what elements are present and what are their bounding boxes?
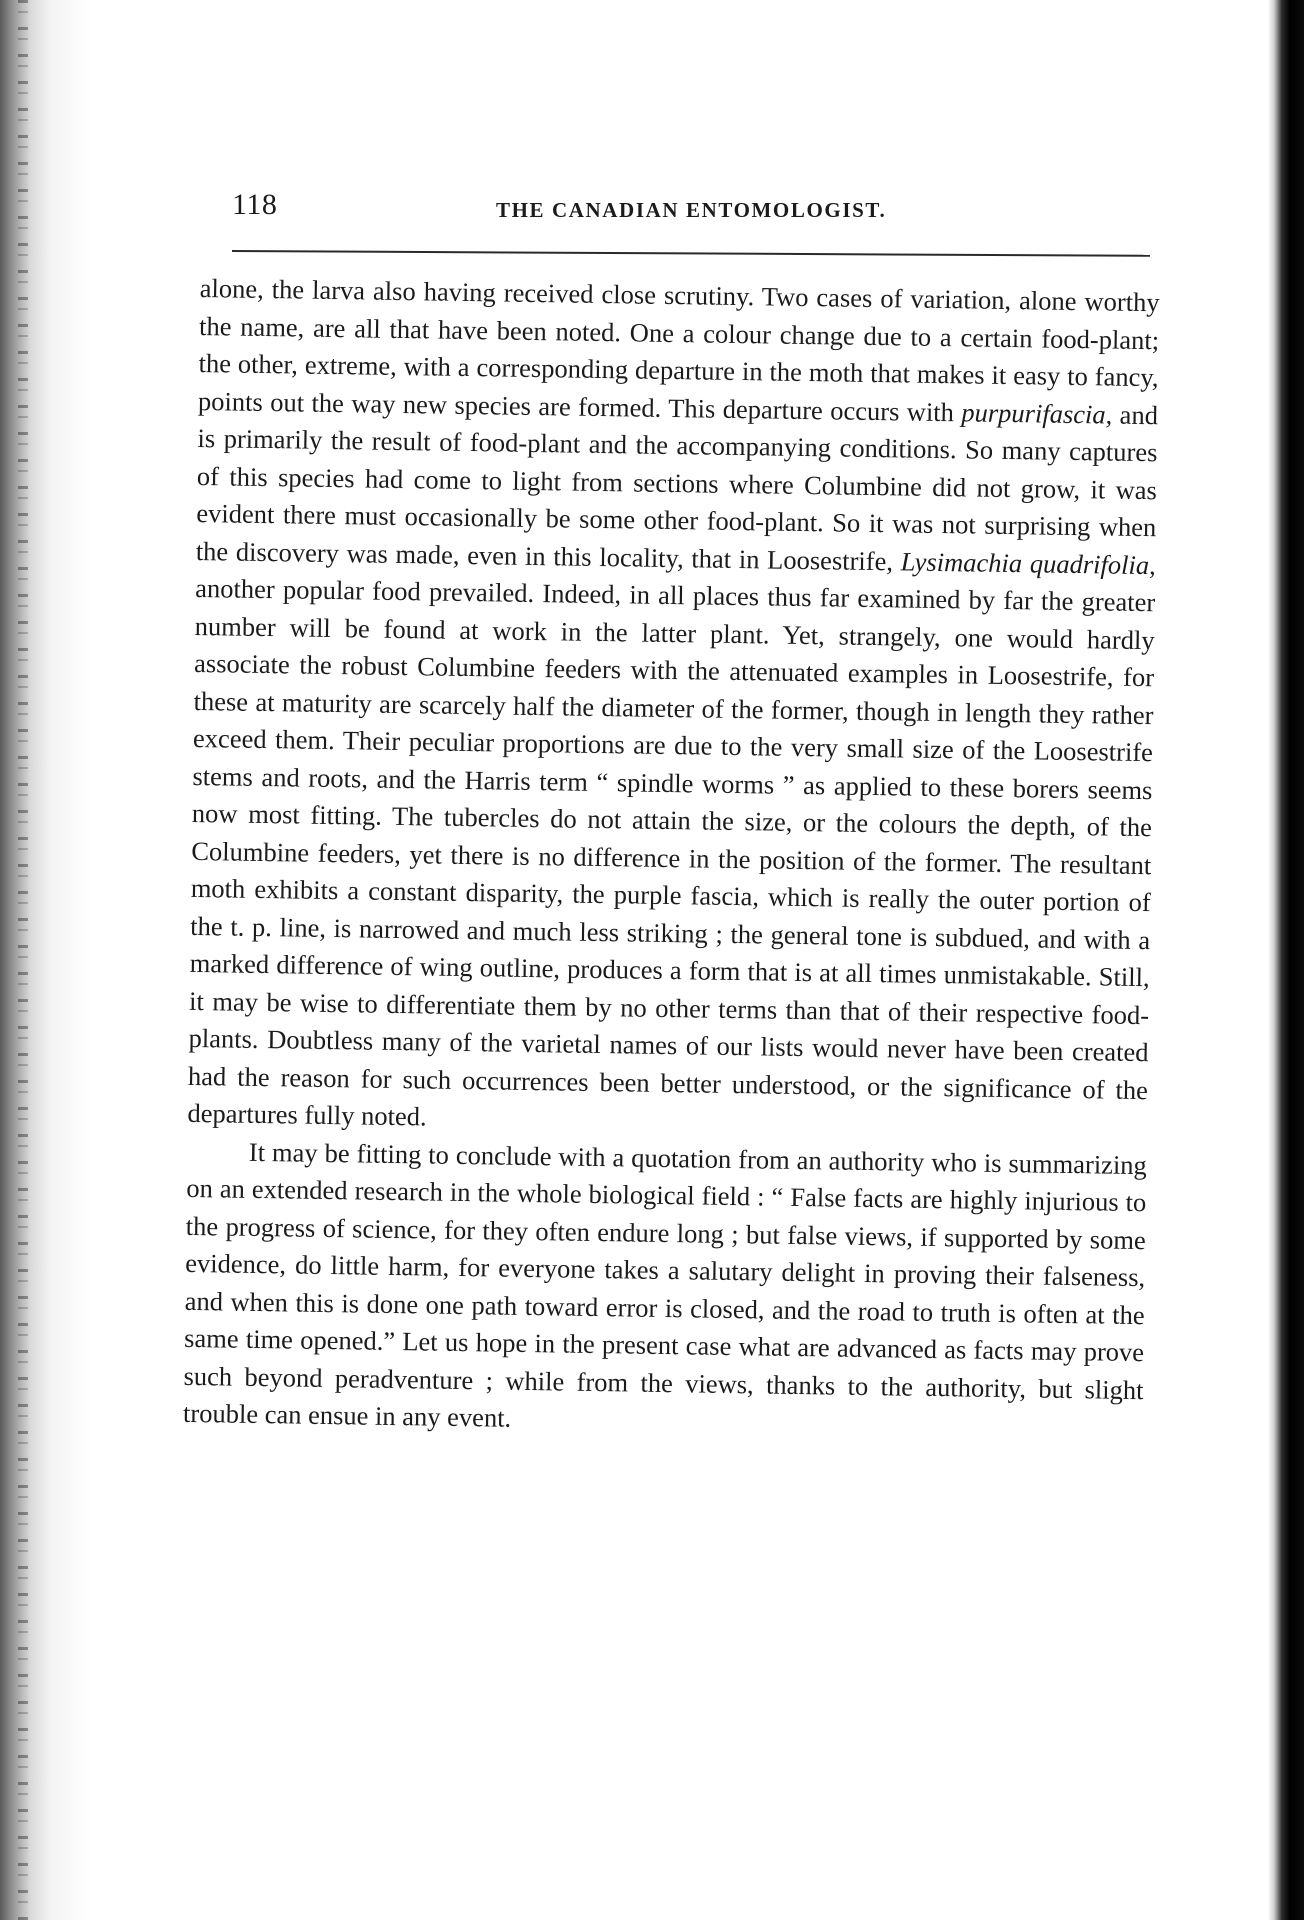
page-number: 118 — [232, 188, 278, 221]
species-name-lysimachia: Lysimachia quadrifolia, — [900, 545, 1156, 580]
paragraph-1 — [187, 270, 1160, 1147]
scan-edge-left — [0, 0, 92, 1920]
book-page — [182, 180, 1160, 1433]
journal-title: THE CANADIAN ENTOMOLOGIST. — [496, 198, 887, 222]
paragraph-1-part-a: alone, the larva also having received close scrutiny. Two cases of variation, alone worthy the name, are all that have been noted. One a colour change due to a certain food-plant; the other, extreme, with a corresponding departure in the moth that makes it easy to fancy, points out the way new species are formed. This departure occurs with — [197, 272, 1160, 427]
species-name-purpurifascia: purpurifascia, — [961, 396, 1113, 430]
running-header — [200, 180, 1160, 232]
scan-edge-right — [1268, 0, 1304, 1920]
paragraph-1-part-e: another popular food prevailed. Indeed, in all places thus far examined by far the greater number will be found at work in the latter plant. Yet, strangely, one would hardly associate the robust Columbine feeders with the attenuated examples in Loosestrife, for these at maturity are scarcely half the diameter of the former, though in length they rather exceed them. Their peculiar proportions are due to the very small size of the Loosestrife stems and roots, and the Harris term “ spindle worms ” as applied to these borers seems now most fitting. The tubercles do not attain the size, or the colours the depth, of the Columbine feeders, yet there is no difference in the position of the former. The resultant moth exhibits a constant disparity, the purple fascia, which is really the outer portion of the t. p. line, is narrowed and much less striking ; the general tone is subdued, and with a marked difference of wing outline, produces a form that is at all times unmistakable. Still, it may be wise to differentiate them by no other terms than that of their respective food-plants. Doubtless many of the varietal names of our lists would never have been created had the reason for such occurrences been better understood, or the significance of the departures fully noted. — [187, 572, 1156, 1132]
paragraph-2: It may be fitting to conclude with a quotation from an authority who is summarizing on an extended research in the whole biological field : “ False facts are highly injurious to the progress of science, for they often endure long ; but false views, if supported by some evidence, do little harm, for everyone takes a salutary delight in proving their falseness, and when this is done one path toward error is closed, and the road to truth is often at the same time opened.” Let us hope in the present case what are advanced as facts may prove such beyond peradventure ; while from the views, thanks to the authority, but slight trouble can ensue in any event. — [182, 1136, 1148, 1433]
header-rule — [232, 250, 1150, 257]
paragraph-1-part-c: and is primarily the result of food-plant and the accompanying conditions. So many captures of this species had come to light from sections where Columbine did not grow, it was evident there must occasionally be some other food-plant. So it was not surprising when the discovery was made, even in this locality, that in Loosestrife, — [195, 399, 1159, 576]
body-text — [183, 270, 1160, 1447]
